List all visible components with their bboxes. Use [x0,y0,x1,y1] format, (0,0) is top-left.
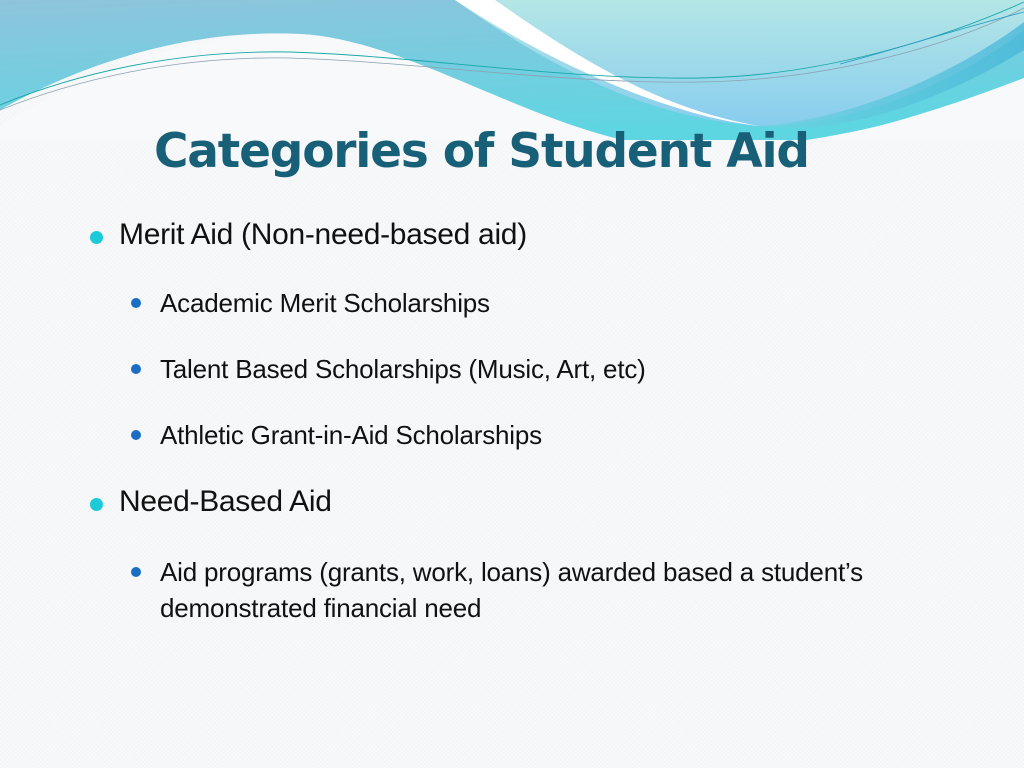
sub-bullet-talent-based: Talent Based Scholarships (Music, Art, etc) [160,354,646,384]
sub-bullet-icon [131,567,141,577]
sub-bullet-athletic: Athletic Grant-in-Aid Scholarships [160,420,542,450]
bullet-need-based-aid: Need-Based Aid [119,485,332,518]
slide-title: Categories of Student Aid [154,124,809,179]
sub-bullet-aid-programs: Aid programs (grants, work, loans) awarded based a student’s demonstrated financial need [160,557,863,623]
sub-bullet-icon [131,298,141,308]
bullet-icon [90,231,103,244]
sub-bullet-icon [131,364,141,374]
bullet-merit-aid: Merit Aid (Non-need-based aid) [119,218,527,251]
bullet-icon [90,498,103,511]
header-wave-graphic [0,0,1024,140]
sub-bullet-icon [131,430,141,440]
sub-bullet-academic-merit: Academic Merit Scholarships [160,288,490,318]
